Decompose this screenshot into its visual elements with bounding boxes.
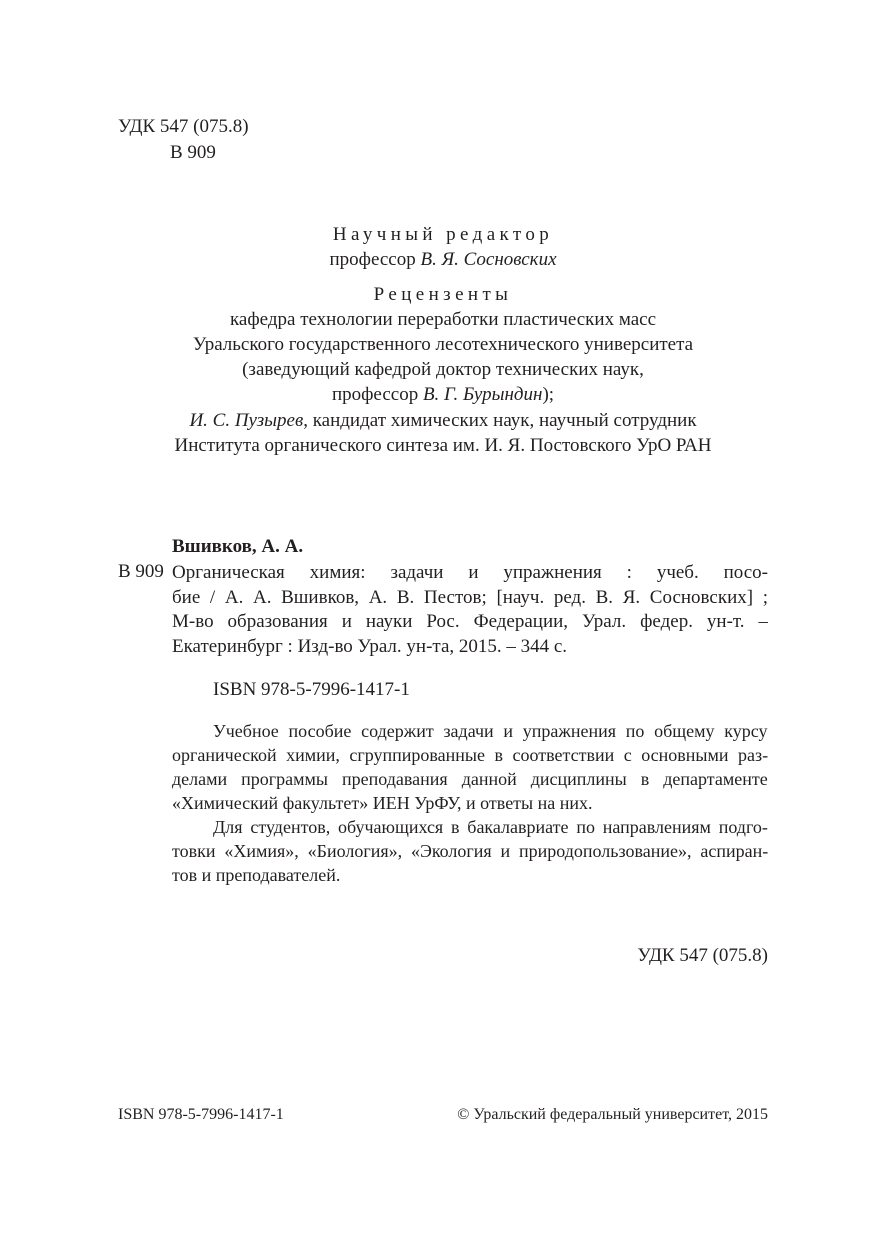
reviewers-block xyxy=(118,282,768,407)
udk-code: УДК 547 (075.8) xyxy=(118,116,249,137)
reviewer-suffix: ); xyxy=(542,384,555,405)
record-word: задачи xyxy=(390,562,444,583)
udk-classification xyxy=(118,114,249,166)
second-reviewer-block xyxy=(118,408,768,458)
record-word: упражнения xyxy=(503,562,602,583)
record-word: химия: xyxy=(309,562,366,583)
second-reviewer-institute: Института органического синтеза им. И. Я. Постовского УрО РАН xyxy=(174,435,712,456)
footer-isbn: ISBN 978-5-7996-1417-1 xyxy=(118,1106,284,1123)
reviewers-heading: Рецензенты xyxy=(373,284,513,305)
annotation-line xyxy=(172,767,768,791)
reviewer-name: В. Г. Бурындин xyxy=(422,384,543,405)
footer-copyright: © Уральский федеральный университет, 2015 xyxy=(457,1106,768,1123)
record-word: посо- xyxy=(723,562,768,583)
second-reviewer-rest: , кандидат химических наук, научный сотрудник xyxy=(303,410,697,431)
annotation-line xyxy=(172,719,768,743)
annotation-text: тов и преподавателей. xyxy=(172,865,341,885)
record-word: и xyxy=(468,562,479,583)
annotation-line xyxy=(172,863,768,887)
second-reviewer-line xyxy=(118,408,768,433)
record-word: Органическая xyxy=(172,562,285,583)
record-code: В 909 xyxy=(118,561,164,582)
bibliographic-record xyxy=(172,561,768,659)
annotation-text: Учебное пособие содержит задачи и упражнения по общему курсу xyxy=(213,721,768,741)
annotation xyxy=(172,719,768,887)
reviewer-line xyxy=(118,382,768,407)
record-author: Вшивков, А. А. xyxy=(172,536,304,557)
annotation-text: Для студентов, обучающихся в бакалавриате по направлениям подго- xyxy=(213,817,768,837)
udk-bottom: УДК 547 (075.8) xyxy=(637,945,768,966)
record-line-1 xyxy=(172,561,768,586)
editor-prefix: профессор xyxy=(329,249,421,270)
annotation-text: органической химии, сгруппированные в соответствии с основными раз- xyxy=(172,745,769,765)
editor-line xyxy=(118,247,768,272)
annotation-line xyxy=(172,839,768,863)
editor-block xyxy=(118,222,768,272)
editor-name: В. Я. Сосновских xyxy=(420,249,557,270)
reviewer-prefix: профессор xyxy=(331,384,423,405)
author-mark: В 909 xyxy=(170,142,216,163)
record-line-3: М-во образования и науки Рос. Федерации, Урал. федер. ун-т. – xyxy=(172,611,768,632)
annotation-line xyxy=(172,743,768,767)
record-word: : xyxy=(626,562,632,583)
annotation-line xyxy=(172,791,768,815)
editor-heading: Научный редактор xyxy=(332,224,554,245)
annotation-text: делами программы преподавания данной дисциплины в департаменте xyxy=(172,769,768,789)
annotation-line xyxy=(172,815,768,839)
record-line-2: бие / А. А. Вшивков, А. В. Пестов; [науч. ред. В. Я. Сосновских] ; xyxy=(172,586,768,608)
reviewer-line: кафедра технологии переработки пластических масс xyxy=(229,309,657,330)
second-reviewer-name: И. С. Пузырев xyxy=(189,410,304,431)
record-word: учеб. xyxy=(656,562,699,583)
annotation-text: товки «Химия», «Биология», «Экология и природопользование», аспиран- xyxy=(172,841,769,861)
annotation-text: «Химический факультет» ИЕН УрФУ, и ответы на них. xyxy=(172,793,593,813)
record-line-4: Екатеринбург : Изд-во Урал. ун-та, 2015. – 344 с. xyxy=(172,635,568,657)
reviewer-line: Уральского государственного лесотехнического университета xyxy=(192,334,694,355)
reviewer-line: (заведующий кафедрой доктор технических наук, xyxy=(242,359,644,380)
record-isbn: ISBN 978-5-7996-1417-1 xyxy=(213,679,410,700)
